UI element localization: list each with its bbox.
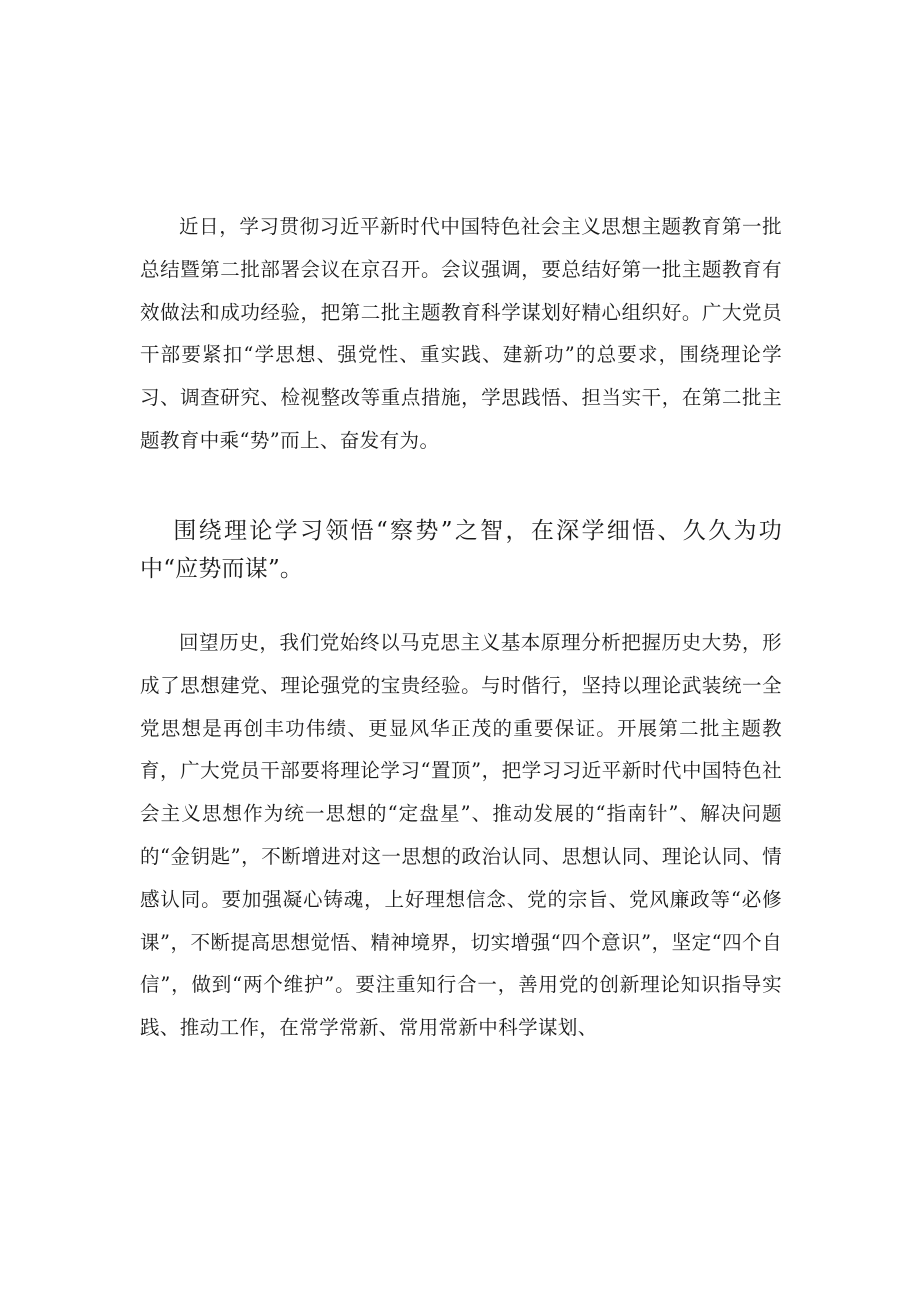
body-paragraph-intro: 近日，学习贯彻习近平新时代中国特色社会主义思想主题教育第一批总结暨第二批部署会议在京召开。会议强调，要总结好第一批主题教育有效做法和成功经验，把第二批主题教育科学谋划好精心组织好。广大党员干部要紧扣“学思想、强党性、重实践、建新功”的总要求，围绕理论学习、调查研究、检视整改等重点措施，学思践悟、担当实干，在第二批主题教育中乘“势”而上、奋发有为。	[140, 215, 782, 452]
section-heading: 围绕理论学习领悟“察势”之智，在深学细悟、久久为功中“应势而谋”。	[140, 518, 782, 582]
body-paragraph-history: 回望历史，我们党始终以马克思主义基本原理分析把握历史大势，形成了思想建党、理论强党的宝贵经验。与时偕行，坚持以理论武装统一全党思想是再创丰功伟绩、更显风华正茂的重要保证。开展第二批主题教育，广大党员干部要将理论学习“置顶”，把学习习近平新时代中国特色社会主义思想作为统一思想的“定盘星”、推动发展的“指南针”、解决问题的“金钥匙”，不断增进对这一思想的政治认同、思想认同、理论认同、情感认同。要加强凝心铸魂，上好理想信念、党的宗旨、党风廉政等“必修课”，不断提高思想觉悟、精神境界，切实增强“四个意识”，坚定“四个自信”，做到“两个维护”。要注重知行合一，善用党的创新理论知识指导实践、推动工作，在常学常新、常用常新中科学谋划、	[140, 631, 782, 1040]
